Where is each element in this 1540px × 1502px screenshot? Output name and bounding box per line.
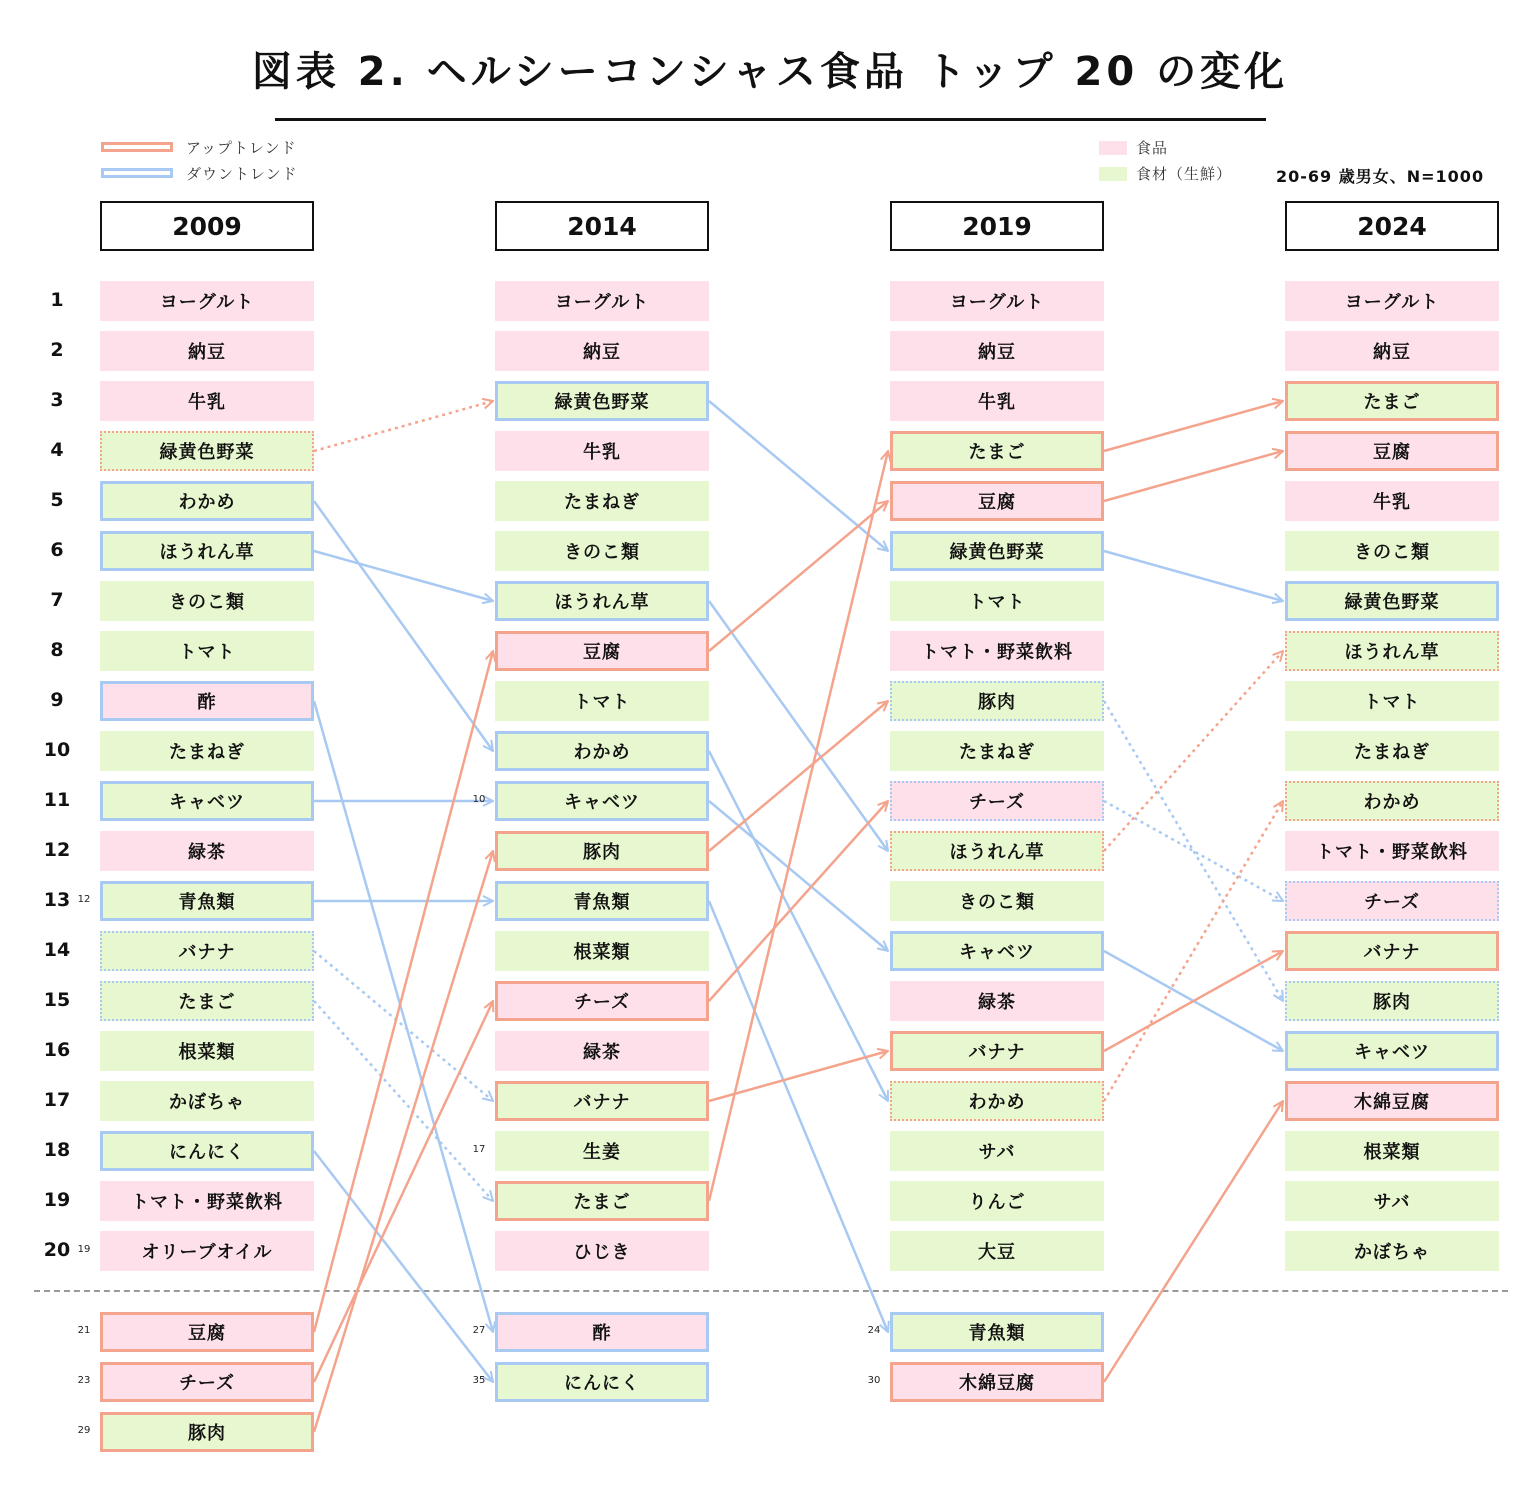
item-2014: 緑黄色野菜 xyxy=(495,381,709,421)
item-2024: 根菜類 xyxy=(1285,1131,1499,1171)
item-2009: キャベツ xyxy=(100,781,314,821)
item-2024: わかめ xyxy=(1285,781,1499,821)
uptrend-connector xyxy=(1104,401,1283,451)
uptrend-connector xyxy=(314,401,493,451)
item-2019: 緑茶 xyxy=(890,981,1104,1021)
item-2019: トマト・野菜飲料 xyxy=(890,631,1104,671)
uptrend-connector xyxy=(709,451,888,1201)
item-2019: たまねぎ xyxy=(890,731,1104,771)
item-2019: ほうれん草 xyxy=(890,831,1104,871)
uptrend-connector xyxy=(314,851,493,1432)
item-2019: 納豆 xyxy=(890,331,1104,371)
item-2019: チーズ xyxy=(890,781,1104,821)
item-2019-outside-top20: 木綿豆腐 xyxy=(890,1362,1104,1402)
item-2014: 豆腐 xyxy=(495,631,709,671)
item-2024: 緑黄色野菜 xyxy=(1285,581,1499,621)
rank-label: 13 xyxy=(43,889,71,911)
item-2009: 牛乳 xyxy=(100,381,314,421)
uptrend-connector xyxy=(1104,1101,1283,1382)
rank-label: 6 xyxy=(50,539,64,561)
item-2009: わかめ xyxy=(100,481,314,521)
previous-rank-note: 17 xyxy=(472,1144,486,1155)
item-2014: きのこ類 xyxy=(495,531,709,571)
rank-label: 3 xyxy=(50,389,64,411)
item-2019: サバ xyxy=(890,1131,1104,1171)
rank-label: 8 xyxy=(50,639,64,661)
item-2024: トマト・野菜飲料 xyxy=(1285,831,1499,871)
uptrend-connector xyxy=(709,501,888,651)
item-2024: トマト xyxy=(1285,681,1499,721)
legend-food-label: 食品 xyxy=(1136,139,1169,157)
item-2014: 緑茶 xyxy=(495,1031,709,1071)
item-2014: たまねぎ xyxy=(495,481,709,521)
item-2009: きのこ類 xyxy=(100,581,314,621)
item-2009: たまご xyxy=(100,981,314,1021)
previous-rank-note: 29 xyxy=(77,1425,91,1436)
rank-label: 4 xyxy=(50,439,64,461)
uptrend-connector xyxy=(1104,651,1283,851)
item-2024: バナナ xyxy=(1285,931,1499,971)
item-2024: ヨーグルト xyxy=(1285,281,1499,321)
uptrend-connector xyxy=(1104,451,1283,501)
item-2014: たまご xyxy=(495,1181,709,1221)
previous-rank-note: 12 xyxy=(77,894,91,905)
item-2019: キャベツ xyxy=(890,931,1104,971)
item-2024: 牛乳 xyxy=(1285,481,1499,521)
year-header-2009: 2009 xyxy=(100,201,314,251)
downtrend-connector xyxy=(709,751,888,1101)
item-2019: 牛乳 xyxy=(890,381,1104,421)
item-2009: ヨーグルト xyxy=(100,281,314,321)
item-2009: バナナ xyxy=(100,931,314,971)
rank-label: 18 xyxy=(43,1139,71,1161)
previous-rank-note: 23 xyxy=(77,1375,91,1386)
item-2019: たまご xyxy=(890,431,1104,471)
item-2009: 納豆 xyxy=(100,331,314,371)
item-2014: 根菜類 xyxy=(495,931,709,971)
downtrend-connector xyxy=(314,501,493,751)
rank-label: 7 xyxy=(50,589,64,611)
previous-rank-note: 19 xyxy=(77,1244,91,1255)
item-2024: きのこ類 xyxy=(1285,531,1499,571)
rank-label: 9 xyxy=(50,689,64,711)
year-header-2024: 2024 xyxy=(1285,201,1499,251)
item-2009-outside-top20: 豆腐 xyxy=(100,1312,314,1352)
item-2024: 納豆 xyxy=(1285,331,1499,371)
item-2019: 豆腐 xyxy=(890,481,1104,521)
item-2009: 青魚類 xyxy=(100,881,314,921)
item-2019-outside-top20: 青魚類 xyxy=(890,1312,1104,1352)
item-2014: トマト xyxy=(495,681,709,721)
item-2009-outside-top20: チーズ xyxy=(100,1362,314,1402)
item-2014: 納豆 xyxy=(495,331,709,371)
item-2024: たまねぎ xyxy=(1285,731,1499,771)
item-2009: 酢 xyxy=(100,681,314,721)
item-2009: トマト xyxy=(100,631,314,671)
rank-label: 12 xyxy=(43,839,71,861)
legend-ingredient-label: 食材（生鮮） xyxy=(1136,165,1233,183)
item-2014: わかめ xyxy=(495,731,709,771)
item-2009: にんにく xyxy=(100,1131,314,1171)
item-2024: キャベツ xyxy=(1285,1031,1499,1071)
downtrend-connector xyxy=(709,601,888,851)
downtrend-connector xyxy=(314,551,493,601)
sample-note: 20-69 歳男女、N=1000 xyxy=(1276,167,1485,186)
previous-rank-note: 21 xyxy=(77,1325,91,1336)
item-2014-outside-top20: にんにく xyxy=(495,1362,709,1402)
downtrend-connector xyxy=(314,1001,493,1201)
item-2014: キャベツ xyxy=(495,781,709,821)
previous-rank-note: 30 xyxy=(867,1375,881,1386)
item-2024: 木綿豆腐 xyxy=(1285,1081,1499,1121)
legend-down-label: ダウントレンド xyxy=(186,165,298,183)
rank-label: 11 xyxy=(43,789,71,811)
downtrend-connector xyxy=(314,951,493,1101)
item-2014-outside-top20: 酢 xyxy=(495,1312,709,1352)
item-2009-outside-top20: 豚肉 xyxy=(100,1412,314,1452)
item-2009: かぼちゃ xyxy=(100,1081,314,1121)
item-2009: 緑茶 xyxy=(100,831,314,871)
uptrend-connector xyxy=(314,651,493,1332)
item-2024: ほうれん草 xyxy=(1285,631,1499,671)
item-2019: バナナ xyxy=(890,1031,1104,1071)
item-2024: サバ xyxy=(1285,1181,1499,1221)
item-2024: チーズ xyxy=(1285,881,1499,921)
previous-rank-note: 27 xyxy=(472,1325,486,1336)
item-2019: 緑黄色野菜 xyxy=(890,531,1104,571)
rank-label: 17 xyxy=(43,1089,71,1111)
uptrend-connector xyxy=(1104,801,1283,1101)
item-2019: きのこ類 xyxy=(890,881,1104,921)
rank-label: 15 xyxy=(43,989,71,1011)
downtrend-connector xyxy=(709,901,888,1332)
item-2009: ほうれん草 xyxy=(100,531,314,571)
downtrend-connector xyxy=(709,401,888,551)
item-2019: わかめ xyxy=(890,1081,1104,1121)
item-2014: 牛乳 xyxy=(495,431,709,471)
legend-up-label: アップトレンド xyxy=(186,139,297,157)
rank-label: 5 xyxy=(50,489,64,511)
rank-label: 14 xyxy=(43,939,71,961)
downtrend-connector xyxy=(1104,801,1283,901)
downtrend-connector xyxy=(1104,551,1283,601)
year-header-2019: 2019 xyxy=(890,201,1104,251)
item-2014: チーズ xyxy=(495,981,709,1021)
item-2014: バナナ xyxy=(495,1081,709,1121)
item-2024: かぼちゃ xyxy=(1285,1231,1499,1271)
chart-title: 図表 2. ヘルシーコンシャス食品 トップ 20 の変化 xyxy=(251,49,1289,95)
item-2009: オリーブオイル xyxy=(100,1231,314,1271)
item-2019: 大豆 xyxy=(890,1231,1104,1271)
rank-label: 16 xyxy=(43,1039,71,1061)
item-2024: たまご xyxy=(1285,381,1499,421)
previous-rank-note: 24 xyxy=(867,1325,881,1336)
item-2019: 豚肉 xyxy=(890,681,1104,721)
item-2014: 青魚類 xyxy=(495,881,709,921)
rank-label: 2 xyxy=(50,339,64,361)
previous-rank-note: 35 xyxy=(472,1375,486,1386)
item-2024: 豆腐 xyxy=(1285,431,1499,471)
year-header-2014: 2014 xyxy=(495,201,709,251)
rank-label: 10 xyxy=(43,739,71,761)
item-2014: ひじき xyxy=(495,1231,709,1271)
item-2014: 豚肉 xyxy=(495,831,709,871)
rank-label: 20 xyxy=(43,1239,71,1261)
previous-rank-note: 10 xyxy=(472,794,486,805)
item-2024: 豚肉 xyxy=(1285,981,1499,1021)
item-2019: りんご xyxy=(890,1181,1104,1221)
item-2009: 緑黄色野菜 xyxy=(100,431,314,471)
item-2009: トマト・野菜飲料 xyxy=(100,1181,314,1221)
item-2014: ほうれん草 xyxy=(495,581,709,621)
rank-label: 19 xyxy=(43,1189,71,1211)
item-2009: たまねぎ xyxy=(100,731,314,771)
item-2019: ヨーグルト xyxy=(890,281,1104,321)
item-2009: 根菜類 xyxy=(100,1031,314,1071)
rank-label: 1 xyxy=(50,289,64,311)
item-2014: ヨーグルト xyxy=(495,281,709,321)
item-2014: 生姜 xyxy=(495,1131,709,1171)
downtrend-connector xyxy=(1104,701,1283,1001)
item-2019: トマト xyxy=(890,581,1104,621)
